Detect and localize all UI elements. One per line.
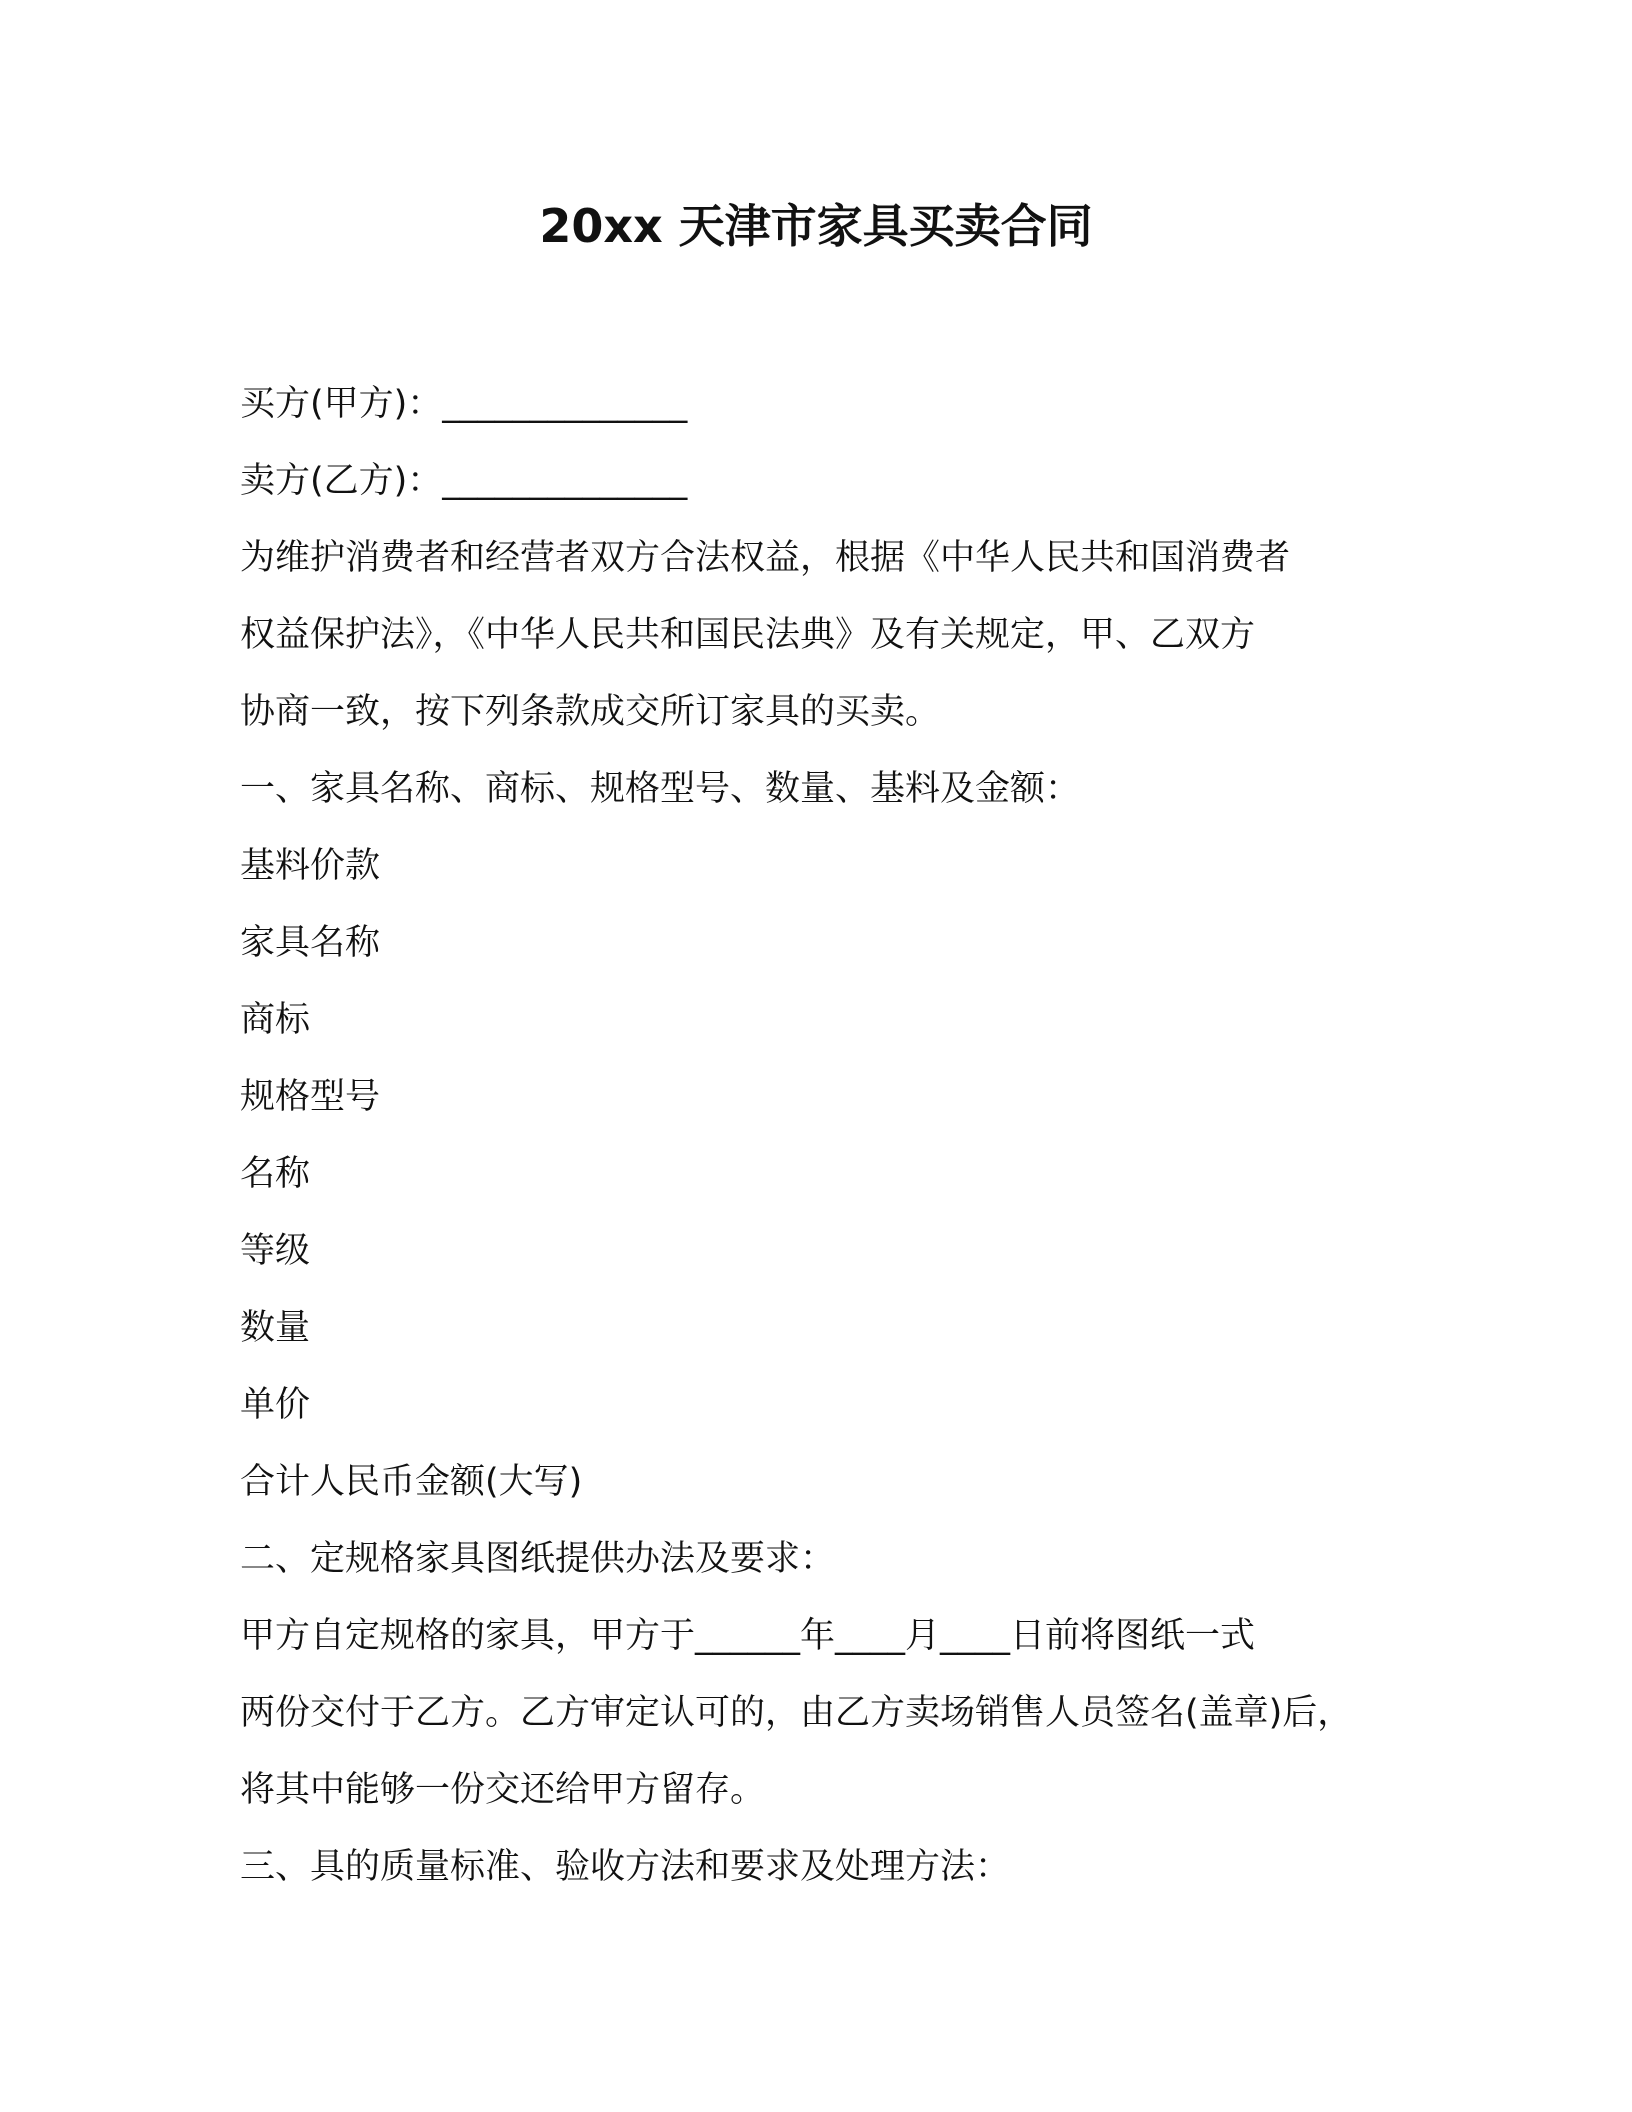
section-2-line-1: 甲方自定规格的家具，甲方于______年____月____日前将图纸一式: [240, 1616, 1256, 1656]
buyer-line: 买方(甲方)：______________: [240, 384, 688, 424]
item-unit-price: 单价: [240, 1385, 311, 1425]
section-2-heading: 二、定规格家具图纸提供办法及要求：: [240, 1539, 836, 1579]
section-1-heading: 一、家具名称、商标、规格型号、数量、基料及金额：: [240, 769, 1081, 809]
item-base-price: 基料价款: [240, 846, 381, 886]
item-total-amount: 合计人民币金额(大写): [240, 1462, 583, 1502]
section-3-heading: 三、具的质量标准、验收方法和要求及处理方法：: [240, 1847, 1011, 1887]
document-body: [240, 366, 1470, 1906]
preamble-line-3: 协商一致，按下列条款成交所订家具的买卖。: [240, 692, 941, 732]
section-2-line-3: 将其中能够一份交还给甲方留存。: [240, 1770, 766, 1810]
item-trademark: 商标: [240, 1000, 311, 1040]
preamble-line-1: 为维护消费者和经营者双方合法权益，根据《中华人民共和国消费者: [240, 538, 1291, 578]
document-title: 20xx 天津市家具买卖合同: [539, 199, 1093, 253]
section-2-line-2: 两份交付于乙方。乙方审定认可的，由乙方卖场销售人员签名(盖章)后，: [240, 1693, 1353, 1733]
item-model: 规格型号: [240, 1077, 381, 1117]
seller-line: 卖方(乙方)：______________: [240, 461, 688, 501]
item-name: 名称: [240, 1154, 311, 1194]
preamble-line-2: 权益保护法》，《中华人民共和国民法典》及有关规定，甲、乙双方: [240, 615, 1256, 655]
item-grade: 等级: [240, 1231, 311, 1271]
item-furniture-name: 家具名称: [240, 923, 381, 963]
item-quantity: 数量: [240, 1308, 311, 1348]
